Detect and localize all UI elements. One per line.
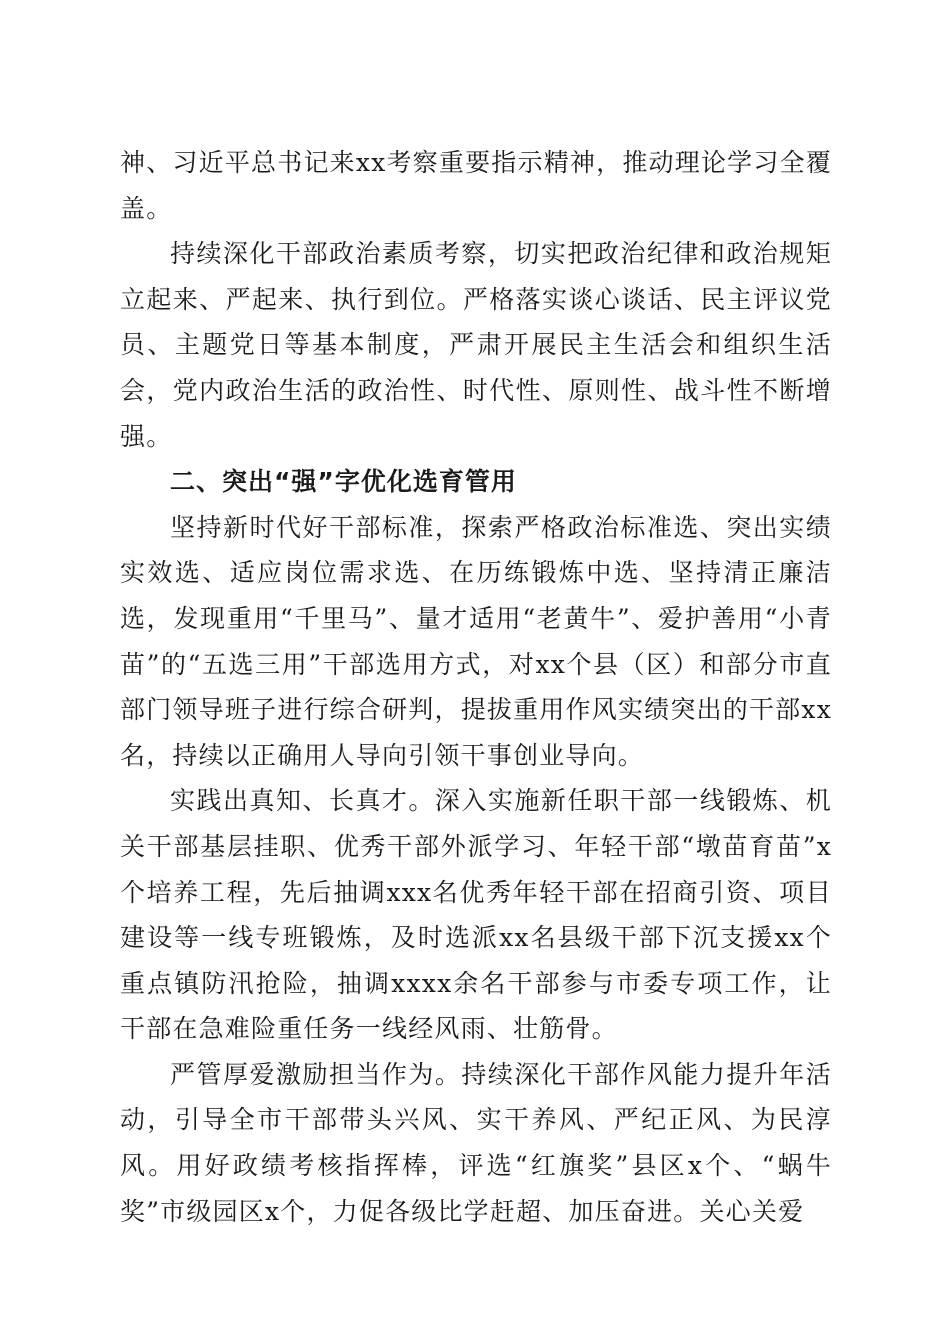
- paragraph-strict-management: 严管厚爱激励担当作为。持续深化干部作风能力提升年活动，引导全市干部带头兴风、实干养风、严纪正风、为民淳风。用好政绩考核指挥棒，评选“红旗奖”县区x个、“蜗牛奖”市级园区x个，力促各级比学赶超、加压奋进。关心关爱: [120, 1059, 832, 1226]
- document-body: [120, 140, 832, 1234]
- paragraph-selection-standards: 坚持新时代好干部标准，探索严格政治标准选、突出实绩实效选、适应岗位需求选、在历练锻炼中选、坚持清正廉洁选，发现重用“千里马”、量才适用“老黄牛”、爱护善用“小青苗”的“五选三用”干部选用方式，对xx个县（区）和部分市直部门领导班子进行综合研判，提拔重用作风实绩突出的干部xx名，持续以正确用人导向引领干事创业导向。: [120, 512, 832, 770]
- paragraph-political-inspection: 持续深化干部政治素质考察，切实把政治纪律和政治规矩立起来、严起来、执行到位。严格落实谈心谈话、民主评议党员、主题党日等基本制度，严肃开展民主生活会和组织生活会，党内政治生活的政治性、时代性、原则性、战斗性不断增强。: [120, 239, 832, 451]
- paragraph-practice-training: 实践出真知、长真才。深入实施新任职干部一线锻炼、机关干部基层挂职、优秀干部外派学习、年轻干部“墩苗育苗”x个培养工程，先后抽调xxx名优秀年轻干部在招商引资、项目建设等一线专班锻炼，及时选派xx名县级干部下沉支援xx个重点镇防汛抢险，抽调xxxx余名干部参与市委专项工作，让干部在急难险重任务一线经风雨、壮筋骨。: [120, 786, 832, 1044]
- section-heading: 二、突出“强”字优化选育管用: [170, 467, 517, 497]
- paragraph-continuation: 神、习近平总书记来xx考察重要指示精神，推动理论学习全覆盖。: [120, 148, 832, 223]
